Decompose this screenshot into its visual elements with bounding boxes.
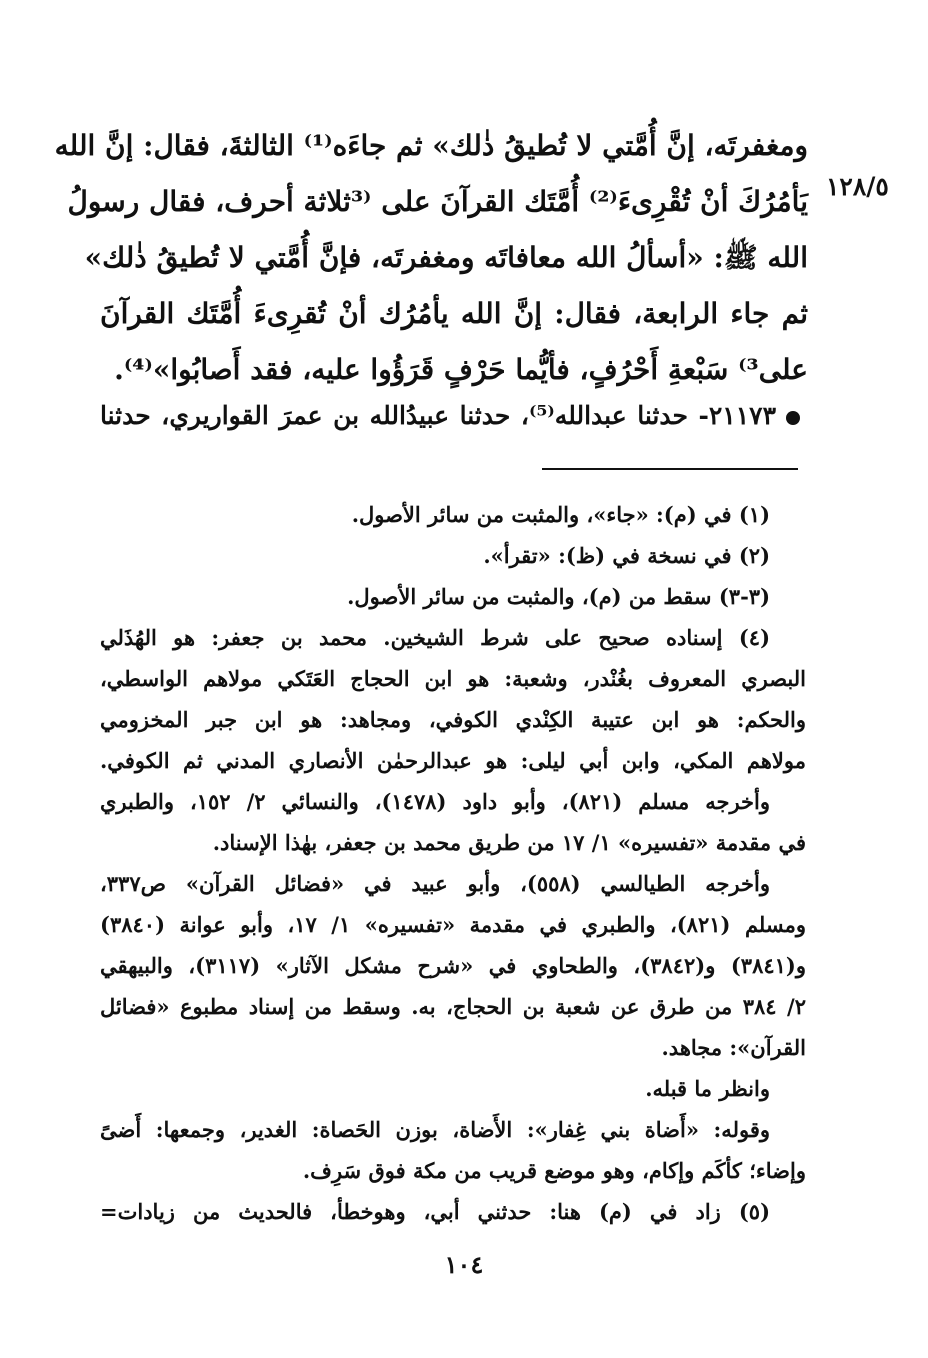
main-text-line: ثم جاء الرابعة، فقال: إنَّ الله يأمُرُك أنْ تُقرِىءَ أُمَّتَك القرآنَ [100, 297, 809, 330]
footnote-line: وانظر ما قبله. [645, 1076, 770, 1101]
footnote-line: مولاهم المكي، وابن أبي ليلى: هو عبدالرحمٰن الأنصاري المدني ثم الكوفي. [100, 748, 806, 773]
footnote-line: البصري المعروف بغُنْدر، وشعبة: هو ابن الحجاج العَتَكي مولاهم الواسطي، [100, 666, 807, 691]
footnote-line: في مقدمة «تفسيره» ١/ ١٧ من طريق محمد بن جعفر، بهٰذا الإسناد. [212, 830, 806, 855]
bullet-icon [786, 411, 800, 425]
hadith-line [100, 396, 800, 436]
footnote-line: (٥) زاد في (م) هنا: حدثني أبي، وهوخطأ، فالحديث من زيادات= [100, 1199, 770, 1224]
footnote-divider [542, 468, 798, 470]
footnote-line: وإضاء؛ كأكَم وإكام، وهو موضع قريب من مكة فوق سَرِف. [302, 1158, 806, 1183]
main-text-line: على³⁾ سَبْعةِ أَحْرُفٍ، فأيُّما حَرْفٍ قَرَؤُوا عليه، فقد أَصابُوا»⁽⁴⁾. [114, 353, 808, 386]
page-number: ١٠٤ [444, 1250, 484, 1279]
main-text-line: الله ﷺ: «أسألُ الله معافاتَه ومغفرتَه، فإنَّ أُمَّتي لا تُطيقُ ذٰلك» [84, 241, 808, 274]
hadith-text: ٢١١٧٣- حدثنا عبدالله⁽⁵⁾، حدثنا عبيدُالله بن عمرَ القواريري، حدثنا [100, 401, 776, 430]
footnote-line: القرآن»: مجاهد. [661, 1035, 806, 1060]
footnote-line: ومسلم (٨٢١)، والطبري في مقدمة «تفسيره» ١/ ١٧، وأبو عوانة (٣٨٤٠) [100, 912, 806, 937]
margin-reference: ١٢٨/٥ [826, 172, 889, 201]
footnote-line: (١) في (م): «جاء»، والمثبت من سائر الأصول. [351, 502, 770, 527]
footnote-line: (٣-٣) سقط من (م)، والمثبت من سائر الأصول. [347, 584, 770, 609]
footnote-line: وقوله: «أَضاة بني غِفار»: الأَضاة، بوزن الحَصاة: الغدير، وجمعها: أَضىً [100, 1117, 770, 1142]
footnote-line: وأخرجه الطيالسي (٥٥٨)، وأبو عبيد في «فضائل القرآن» ص٣٣٧، [100, 871, 770, 896]
footnote-line: ٢/ ٣٨٤ من طرق عن شعبة بن الحجاج، به. وسقط من إسناد مطبوع «فضائل [100, 994, 806, 1019]
footnotes [100, 494, 806, 1232]
footnote-line: والحكم: هو ابن عتيبة الكِنْدي الكوفي، ومجاهد: هو ابن جبر المخزومي [100, 707, 806, 732]
main-text-line: يَأمُرُكَ أنْ تُقْرِىءَ⁽²⁾ أُمَّتَك القرآنَ على ⁽³ثلاثة أحرف، فقال رسولُ [67, 185, 808, 218]
footnote-line: (٢) في نسخة في (ظ): «تقرأ». [483, 543, 770, 568]
footnote-line: (٤) إسناده صحيح على شرط الشيخين. محمد بن جعفر: هو الهُذَلي [100, 625, 770, 650]
main-text [54, 118, 809, 398]
main-text-line: ومغفرتَه، إنَّ أُمَّتي لا تُطيقُ ذٰلك» ثم جاءَه⁽¹⁾ الثالثةَ، فقال: إنَّ الله [54, 129, 808, 162]
footnote-line: وأخرجه مسلم (٨٢١)، وأبو داود (١٤٧٨)، والنسائي ٢/ ١٥٢، والطبري [100, 789, 770, 814]
footnote-line: و(٣٨٤١) و(٣٨٤٢)، والطحاوي في «شرح مشكل الآثار» (٣١١٧)، والبيهقي [100, 953, 806, 978]
